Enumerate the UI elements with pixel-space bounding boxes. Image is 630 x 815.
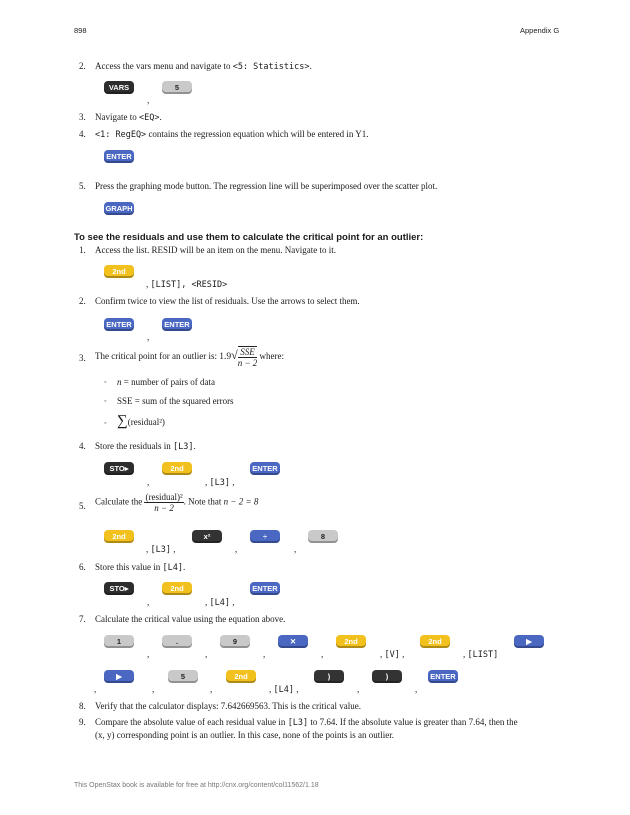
second-key[interactable]: 2nd (336, 635, 366, 648)
step-number: 4. (79, 441, 86, 451)
step-text: Compare the absolute value of each residual value in [L3] to 7.64. If the absolute value is greater than 7.64, then the (95, 717, 518, 728)
bullet-text: ∑(residual²) (117, 413, 165, 429)
bullet-text: SSE = sum of the squared errors (117, 396, 234, 406)
second-key[interactable]: 2nd (104, 265, 134, 278)
step-text: The critical point for an outlier is: 1.9√ $\frac{\text{SSE}}{n - 2}$ where: (95, 347, 285, 368)
divide-key[interactable]: ÷ (250, 530, 280, 543)
comma: , (147, 332, 150, 342)
vars-key[interactable]: VARS (104, 81, 134, 94)
comma: , (235, 544, 238, 554)
key-codes: , [V] , (380, 649, 405, 660)
multiply-key[interactable]: ✕ (278, 635, 308, 648)
enter-key[interactable]: ENTER (250, 582, 280, 595)
comma: , (94, 684, 97, 694)
key-codes: , [L4] , (205, 597, 235, 608)
right-arrow-key[interactable]: ▶ (104, 670, 134, 683)
comma: , (263, 649, 266, 659)
step-text: Verify that the calculator displays: 7.642669563. This is the critical value. (95, 701, 362, 711)
enter-key[interactable]: ENTER (104, 150, 134, 163)
comma: , (152, 684, 155, 694)
second-key[interactable]: 2nd (104, 530, 134, 543)
step-number: 5. (79, 181, 86, 191)
key-codes: , [L3] , (146, 544, 176, 555)
bullet: ◦ (104, 419, 107, 427)
bullet: ◦ (104, 397, 107, 405)
step-text: Access the list. RESID will be an item on the menu. Navigate to it. (95, 245, 336, 255)
bullet-text: n = number of pairs of data (117, 377, 216, 387)
step-text: <1: RegEQ> contains the regression equation which will be entered in Y1. (95, 129, 369, 140)
step-text-continued: (x, y) corresponding point is an outlier. In this case, none of the points is an outlier. (95, 730, 394, 740)
comma: , (294, 544, 297, 554)
close-paren-key[interactable]: ) (372, 670, 402, 683)
step-number: 3. (79, 353, 86, 363)
key-codes: , [L3] , (205, 477, 235, 488)
second-key[interactable]: 2nd (162, 462, 192, 475)
step-number: 1. (79, 245, 86, 255)
enter-key[interactable]: ENTER (162, 318, 192, 331)
step-number: 4. (79, 129, 86, 139)
step-text: Calculate the $\frac{\text{(residual)²}}{n - 2}$ . Note that n − 2 = 8 (95, 492, 259, 513)
decimal-key[interactable]: . (162, 635, 192, 648)
x-squared-key[interactable]: x² (192, 530, 222, 543)
page-number: 898 (74, 26, 87, 35)
comma: , (357, 684, 360, 694)
nine-key[interactable]: 9 (220, 635, 250, 648)
step-number: 9. (79, 717, 86, 727)
key-codes: , [LIST], <RESID> (146, 279, 228, 290)
comma: , (205, 649, 208, 659)
right-arrow-key[interactable]: ▶ (514, 635, 544, 648)
section-heading: To see the residuals and use them to calculate the critical point for an outlier: (74, 232, 424, 243)
step-text: Store the residuals in [L3]. (95, 441, 196, 452)
bullet: ◦ (104, 378, 107, 386)
second-key[interactable]: 2nd (420, 635, 450, 648)
comma: , (415, 684, 418, 694)
five-key[interactable]: 5 (168, 670, 198, 683)
step-number: 8. (79, 701, 86, 711)
footer-note: This OpenStax book is available for free at http://cnx.org/content/col11562/1.18 (74, 782, 319, 789)
section-title: Appendix G (520, 26, 560, 35)
close-paren-key[interactable]: ) (314, 670, 344, 683)
sto-key[interactable]: STO▸ (104, 582, 134, 595)
comma: , (147, 477, 150, 487)
second-key[interactable]: 2nd (162, 582, 192, 595)
key-codes: , [LIST] (463, 649, 499, 660)
comma: , (147, 649, 150, 659)
step-text: Store this value in [L4]. (95, 562, 186, 573)
enter-key[interactable]: ENTER (250, 462, 280, 475)
enter-key[interactable]: ENTER (428, 670, 458, 683)
step-text: Calculate the critical value using the equation above. (95, 614, 286, 624)
one-key[interactable]: 1 (104, 635, 134, 648)
enter-key[interactable]: ENTER (104, 318, 134, 331)
step-text: Confirm twice to view the list of residuals. Use the arrows to select them. (95, 296, 360, 306)
step-number: 2. (79, 296, 86, 306)
step-number: 5. (79, 501, 86, 511)
sto-key[interactable]: STO▸ (104, 462, 134, 475)
step-text: Access the vars menu and navigate to <5: Statistics>. (95, 61, 312, 72)
comma: , (147, 597, 150, 607)
five-key[interactable]: 5 (162, 81, 192, 94)
comma: , (147, 95, 150, 105)
step-number: 7. (79, 614, 86, 624)
step-number: 3. (79, 112, 86, 122)
key-codes: , [L4] , (269, 684, 299, 695)
second-key[interactable]: 2nd (226, 670, 256, 683)
step-text: Press the graphing mode button. The regression line will be superimposed over the scatter plot. (95, 181, 438, 191)
graph-key[interactable]: GRAPH (105, 204, 133, 213)
eight-key[interactable]: 8 (308, 530, 338, 543)
step-number: 2. (79, 61, 86, 71)
comma: , (210, 684, 213, 694)
step-number: 6. (79, 562, 86, 572)
step-text: Navigate to <EQ>. (95, 112, 162, 123)
comma: , (321, 649, 324, 659)
